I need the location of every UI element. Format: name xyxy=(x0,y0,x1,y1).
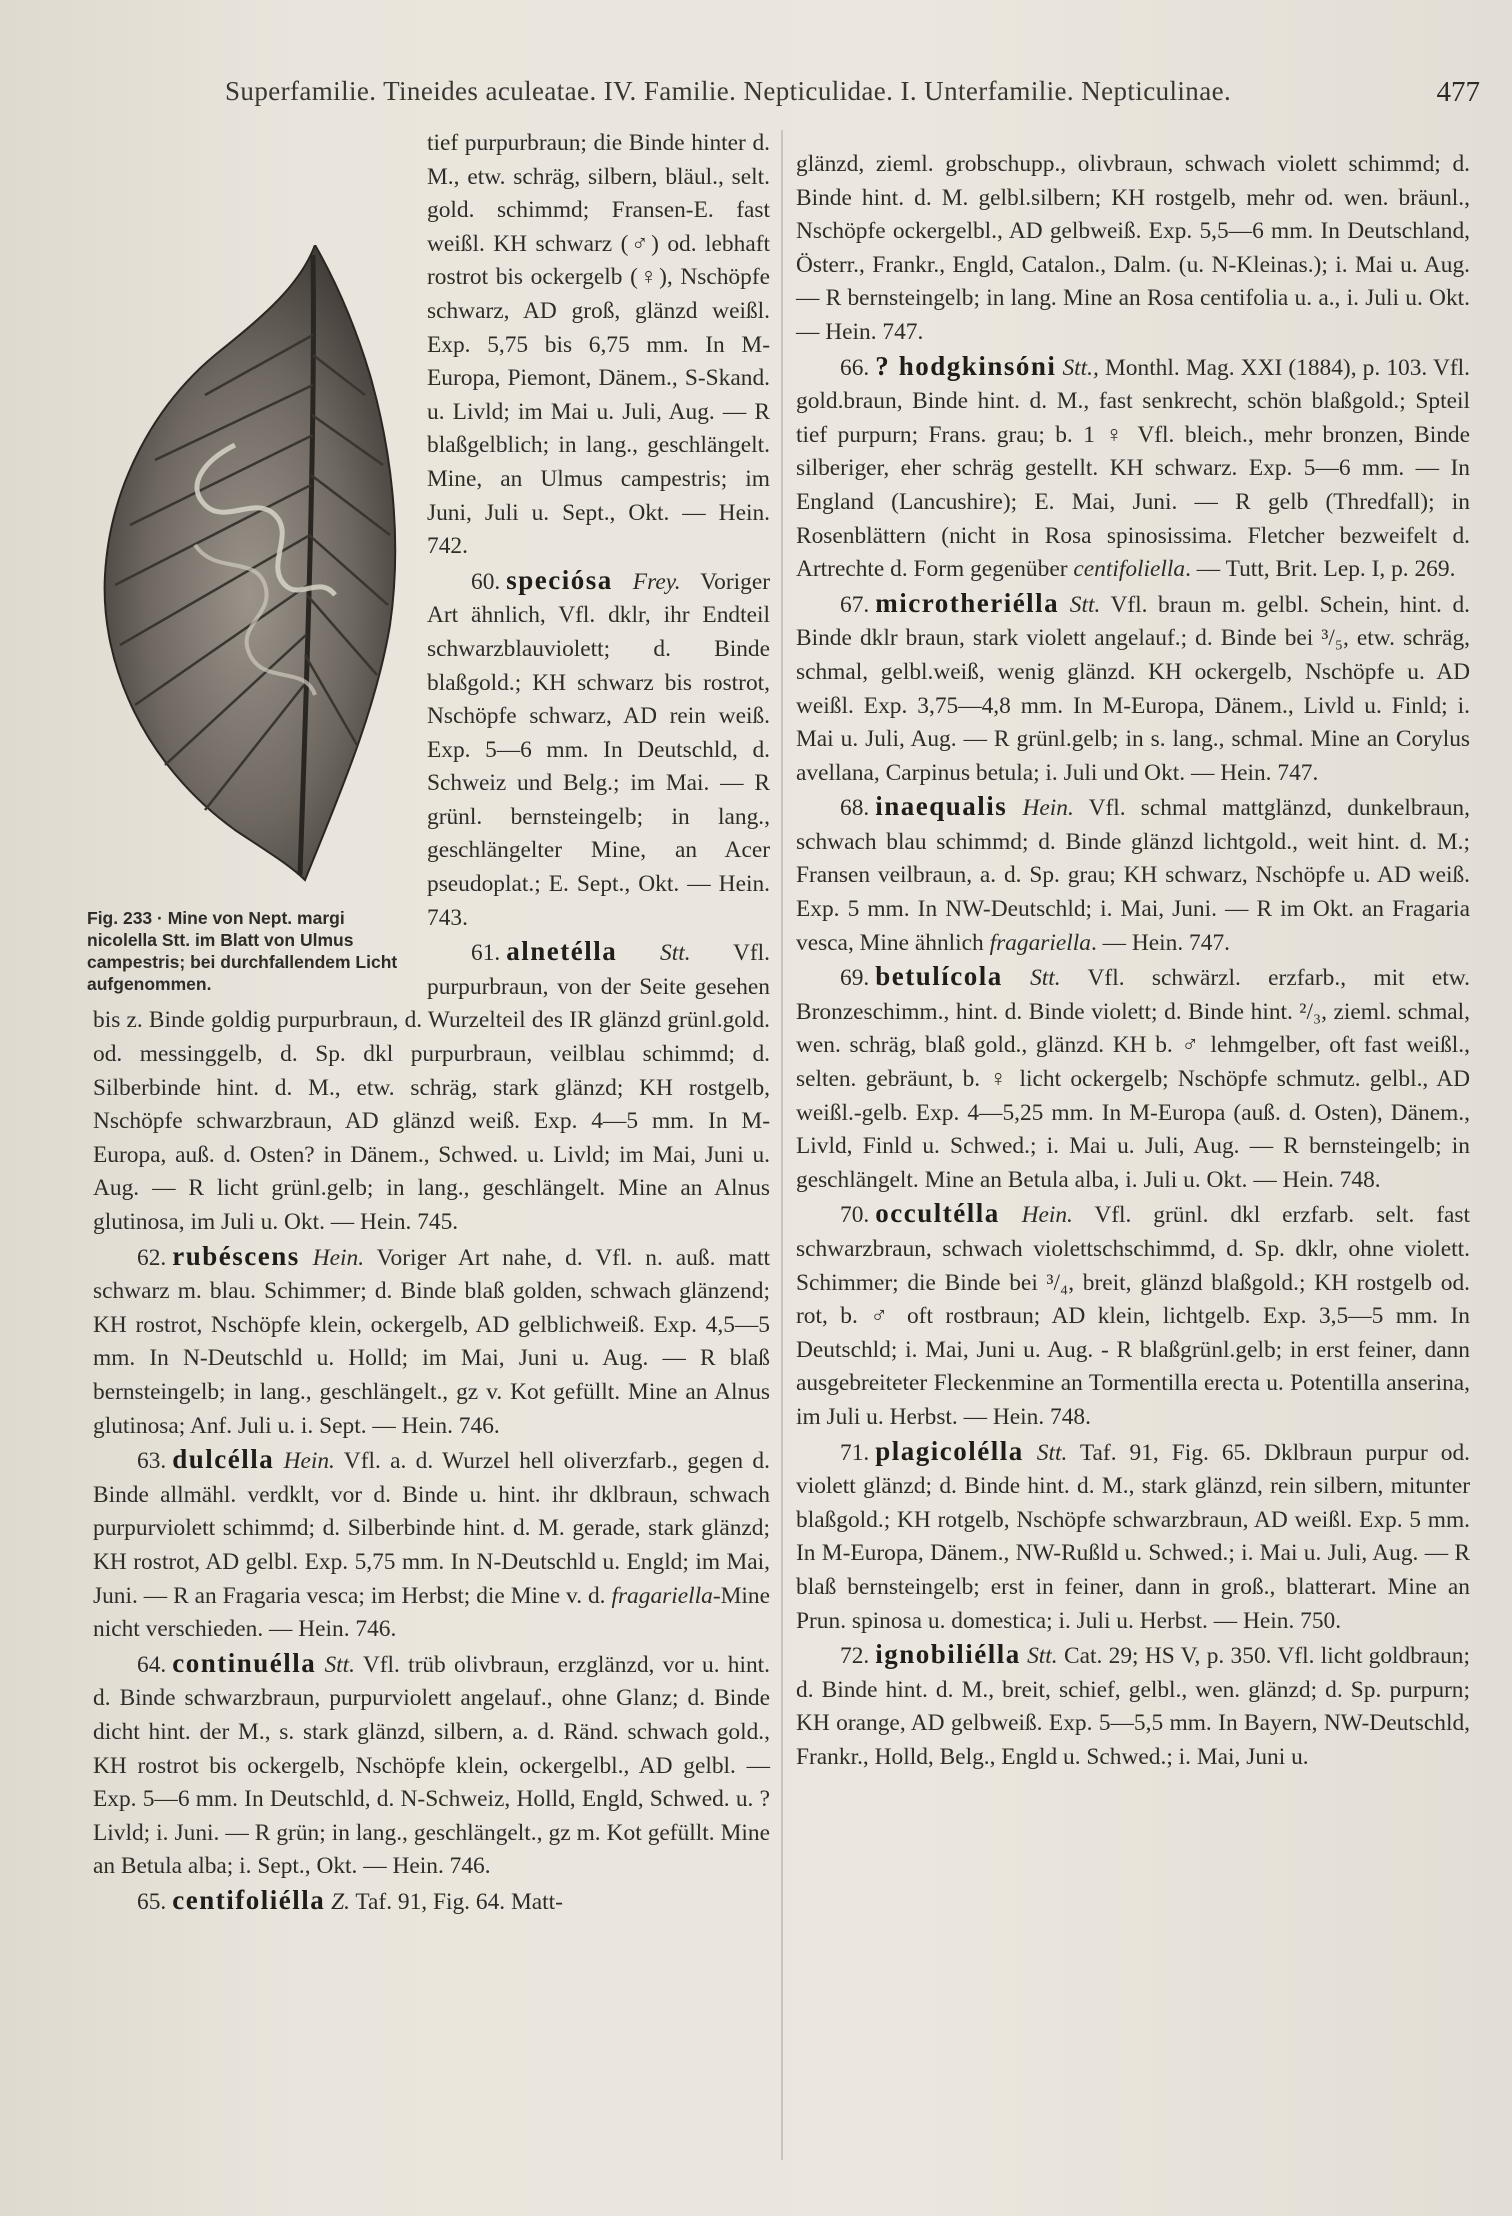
author: Hein. xyxy=(312,1244,365,1271)
entry-text: Voriger Art nahe, d. Vfl. n. auß. matt schwarz m. blau. Schimmer; d. Binde blaß golden, schwach glänzend; KH rostrot, Nschöpfe klein, ockergelb, AD gelblichweiß. Exp. 4,5—5 mm. In N-Deutschld u. Holld; im Mai, Juni u. Aug. — R blaß bernsteingelb; in lang., geschlängelt., gz v. Kot gefüllt. Mine an Alnus glutinosa; Anf. Juli u. i. Sept. — Hein. 746. xyxy=(93,1244,770,1439)
entry-text: Vfl. braun m. gelbl. Schein, hint. d. Binde dklr braun, stark violett angelauf.; d. Binde bei ³/₅, etw. schräg, schmal, gelbl.weiß, wenig glänzd. KH ockergelb, Nschöpfe u. AD weißl. Exp. 3,75—4,8 mm. In M-Europa, Dänem., Livld u. Finld; i. Mai u. Juli, Aug. — R grünl.gelb; in s. lang., schmal. Mine an Corylus avellana, Carpinus betula; i. Juli und Okt. — Hein. 747. xyxy=(796,591,1470,786)
italic-name: fragariella xyxy=(989,929,1091,956)
entry-text: Vfl. trüb olivbraun, erzglänzd, vor u. hint. d. Binde schwarzbraun, purpurviolett angelauf., ohne Glanz; d. Binde dicht hint. der M., s. stark glänzd, silbern, a. d. Ränd. schwach gold., KH rostrot bis ockergelb, Nschöpfe klein, ockergelbl., AD gelbl. — Exp. 5—6 mm. In Deutschld, d. N-Schweiz, Holld, Engld, Schwed. u. ? Livld; i. Juni. — R grün; in lang., geschlängelt., gz m. Kot gefüllt. Mine an Betula alba; i. Sept., Okt. — Hein. 746. xyxy=(93,1651,770,1880)
species-entry xyxy=(796,587,1470,791)
entry-text: Vfl. a. d. Wurzel hell oliverzfarb., gegen d. Binde allmähl. verdklt, vor d. Binde u. hint. ihr dklbraun, schwach purpurviolett schimmd; d. Silberbinde hint. d. M. gerade, stark glänzd; KH rostrot, AD gelbl. Exp. 5,75 mm. In N-Deutschld u. Engld; im Mai, Juni. — R an Fragaria vesca; im Herbst; die Mine v. d. xyxy=(93,1448,770,1609)
species-entry xyxy=(93,1647,770,1884)
author: Stt. xyxy=(1036,1439,1068,1466)
italic-name: fragariella xyxy=(611,1582,713,1609)
author: Frey. xyxy=(632,568,681,595)
continuation-text: tief purpurbraun; die Binde hinter d. M., etw. schräg, silbern, bläul., selt. gold. schimmd; Fransen-E. fast weißl. KH schwarz (♂) od. lebhaft rostrot bis ockergelb (♀), Nschöpfe schwarz, AD groß, glänzd weißl. Exp. 5,75 bis 6,75 mm. In M-Europa, Piemont, Dänem., S-Skand. u. Livld; im Mai u. Juli, Aug. — R blaßgelblich; in lang., geschlängelt. Mine, an Ulmus campestris; im Juni, Juli u. Sept., Okt. — Hein. 742. xyxy=(427,130,770,560)
entry-text: Vfl. schmal mattglänzd, dunkelbraun, schwach blau schimmd; d. Binde glänzd lichtgold., weit hint. d. M.; Fransen veilbraun, a. d. Sp. grau; KH schwarz, Nschöpfe u. AD weiß. Exp. 5 mm. In NW-Deutschld; i. Mai, Juni. — R im Okt. an Fragaria vesca, Mine ähnlich xyxy=(796,795,1470,956)
entry-number: 63. xyxy=(137,1448,167,1475)
entry-number: 61. xyxy=(471,940,501,967)
entry-text-tail: -Mine nicht verschieden. — Hein. 746. xyxy=(93,1582,770,1643)
species-name: dulcélla xyxy=(172,1444,275,1475)
species-name: centifoliélla xyxy=(172,1884,326,1915)
italic-name: centifoliella xyxy=(1073,556,1186,583)
species-entry xyxy=(796,1197,1470,1434)
entry-text: Taf. 91, Fig. 65. Dklbraun purpur od. violett glänzd; d. Binde hint. d. M., stark glänzd, rein silbern, mitunter blaßgold.; KH rotgelb, Nschöpfe schwarzbraun, AD weißl. Exp. 5 mm. In M-Europa, Dänem., NW-Rußld u. Schwed.; i. Mai u. Juli, Aug. — R blaß bernsteingelb; erst in feiner, dann in groß., blatterart. Mine an Prun. spinosa u. domestica; i. Juli u. Herbst. — Hein. 750. xyxy=(796,1439,1470,1634)
species-entry xyxy=(796,350,1470,587)
figure-caption: Fig. 233 · Mine von Nept. margi nicolella Stt. im Blatt von Ulmus campestris; bei durchfallendem Licht aufgenommen. xyxy=(87,908,398,994)
author: Hein. xyxy=(1022,795,1074,822)
entry-number: 70. xyxy=(840,1202,870,1229)
species-name: ? hodgkinsóni xyxy=(875,350,1057,381)
leaf-mine-image xyxy=(85,245,405,885)
entry-text: Taf. 91, Fig. 64. Matt- xyxy=(355,1888,563,1915)
species-name: rubéscens xyxy=(172,1240,300,1271)
entry-number: 62. xyxy=(137,1244,167,1271)
species-name: plagicolélla xyxy=(875,1435,1024,1466)
author: Hein. xyxy=(1021,1202,1073,1229)
entry-text: Cat. 29; HS V, p. 350. Vfl. licht goldbraun; d. Binde hint. d. M., breit, schief, gelbl., wen. glänzd; d. Sp. purpurn; KH orange, AD gelbweiß. Exp. 5—5,5 mm. In Bayern, NW-Deutschld, Frankr., Holld, Belg., Engld u. Schwed.; i. Mai, Juni u. xyxy=(796,1643,1470,1770)
species-name: alnetélla xyxy=(506,936,618,967)
species-name: inaequalis xyxy=(875,791,1008,822)
author: Stt. xyxy=(1027,1643,1058,1670)
author: Stt. xyxy=(1030,965,1061,992)
species-name: continuélla xyxy=(172,1647,317,1678)
entry-number: 64. xyxy=(137,1651,167,1678)
author: Stt. xyxy=(324,1651,356,1678)
entry-number: 67. xyxy=(840,591,870,618)
species-entry xyxy=(796,1638,1470,1774)
species-name: ignobiliélla xyxy=(875,1639,1021,1670)
entry-number: 66. xyxy=(840,354,870,381)
entry-text-tail: . — Tutt, Brit. Lep. I, p. 269. xyxy=(1185,556,1456,583)
entry-number: 72. xyxy=(840,1643,870,1670)
entry-text: Monthl. Mag. XXI (1884), p. 103. Vfl. gold.braun, Binde hint. d. M., fast senkrecht, schön blaßgold.; Spteil tief purpurn; Frans. grau; b. 1 ♀ Vfl. bleich., mehr bronzen, Binde silberiger, eher schräg gestellt. KH schwarz. Exp. 5—6 mm. — In England (Lancushire); E. Mai, Juni. — R gelb (Thredfall); in Rosenblättern (nicht in Rosa spinosissima. Fletcher bezweifelt d. Artrechte d. Form gegenüber xyxy=(796,354,1470,583)
running-head xyxy=(225,76,1480,116)
right-column xyxy=(796,148,1470,1775)
figure-233 xyxy=(85,127,415,994)
entry-number: 65. xyxy=(137,1888,167,1915)
species-entry xyxy=(796,1435,1470,1639)
author: Stt., xyxy=(1062,354,1099,381)
species-entry xyxy=(93,1884,770,1920)
left-column xyxy=(87,127,770,1919)
author: Z. xyxy=(331,1888,350,1915)
entry-text: Vfl. purpurbraun, von der Seite gesehen bis z. Binde goldig purpurbraun, d. Wurzelteil des IR glänzd grünl.gold. od. messinggelb, d. Sp. dkl purpurbraun, veilblau schimmd; d. Silberbinde hint. d. M., etw. schräg, stark glänzd; KH rostgelb, Nschöpfe schwarzbraun, AD glänzd weiß. Exp. 4—5 mm. In M-Europa, auß. d. Osten? in Dänem., Schwed. u. Livld; im Mai, Juni u. Aug. — R licht grünl.gelb; in lang., geschlängelt. Mine an Alnus glutinosa, im Juli u. Okt. — Hein. 745. xyxy=(93,940,770,1235)
species-entry xyxy=(796,790,1470,960)
species-name: betulícola xyxy=(875,961,1003,992)
entry-number: 71. xyxy=(840,1439,870,1466)
species-entry xyxy=(93,1240,770,1444)
author: Stt. xyxy=(1069,591,1101,618)
entry-number: 69. xyxy=(840,965,870,992)
entry-text-tail: . — Hein. 747. xyxy=(1090,929,1230,956)
running-head-title: Superfamilie. Tineides aculeatae. IV. Familie. Nepticulidae. I. Unterfamilie. Nepticulinae. xyxy=(225,76,1232,106)
entry-text: Voriger Art ähnlich, Vfl. dklr, ihr Endteil schwarzblauviolett; d. Binde blaßgold.; KH schwarz bis rostrot, Nschöpfe schwarz, AD rein weiß. Exp. 5—6 mm. In Deutschld, d. Schweiz und Belg.; im Mai. — R grünl. bernsteingelb; in lang., geschlängelter Mine, an Acer pseudoplat.; E. Sept., Okt. — Hein. 743. xyxy=(427,568,770,931)
column-divider xyxy=(781,130,783,2160)
entry-text: Vfl. grünl. dkl erzfarb. selt. fast schwarzbraun, schwach violettschschimmd, d. Sp. dklr, ohne violett. Schimmer; die Binde bei ³/₄, breit, glänzd blaßgold.; KH rostgelb od. rot, b. ♂ oft rostbraun; AD klein, lichtgelb. Exp. 3,5—5 mm. In Deutschld; i. Mai, Juni u. Aug. - R blaßgrünl.gelb; in erst feiner, dann ausgebreiteter Fleckenmine an Tormentilla erecta u. Potentilla anserina, im Juli u. Herbst. — Hein. 748. xyxy=(796,1202,1470,1430)
species-name: occultélla xyxy=(875,1198,1000,1229)
species-entry xyxy=(93,1443,770,1647)
entry-number: 60. xyxy=(471,568,501,595)
entry-number: 68. xyxy=(840,795,870,822)
species-entry xyxy=(796,960,1470,1197)
continuation-text: glänzd, zieml. grobschupp., olivbraun, schwach violett schimmd; d. Binde hint. d. M. gelbl.silbern; KH rostgelb, mehr od. wen. bräunl., Nschöpfe ockergelbl., AD gelbweiß. Exp. 5,5—6 mm. In Deutschland, Österr., Frankr., Engld, Catalon., Dalm. (u. N-Kleinas.); i. Mai u. Aug. — R bernsteingelb; in lang. Mine an Rosa centifolia u. a., i. Juli u. Okt. — Hein. 747. xyxy=(796,151,1470,345)
entry-text: Vfl. schwärzl. erzfarb., mit etw. Bronzeschimm., hint. d. Binde violett; d. Binde hint. ²/₃, zieml. schmal, wen. schräg, blaß gold., glänzd. KH b. ♂ lehmgelber, oft fast weißl., selten. gebräunt, b. ♀ licht ockergelb; Nschöpfe schmutz. gelbl., AD weißl.-gelb. Exp. 4—5,25 mm. In M-Europa (auß. d. Osten), Dänem., Livld, Finld u. Schwed.; i. Mai u. Juli, Aug. — R bernsteingelb; in geschlängelt. Mine an Betula alba, i. Juli u. Okt. — Hein. 748. xyxy=(796,965,1470,1193)
author: Stt. xyxy=(660,940,691,967)
species-name: microtheriélla xyxy=(875,587,1060,618)
species-name: speciósa xyxy=(506,564,613,595)
page-number: 477 xyxy=(1436,76,1480,108)
author: Hein. xyxy=(283,1448,335,1475)
